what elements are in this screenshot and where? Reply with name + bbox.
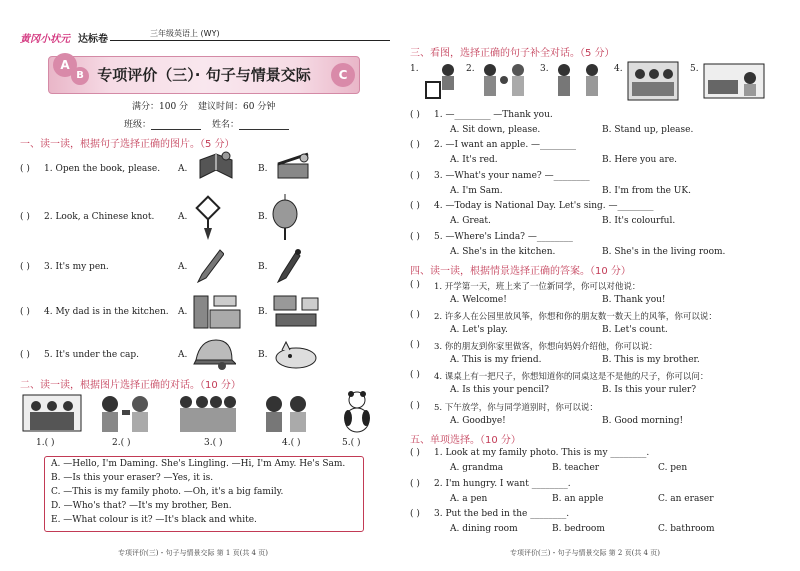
s3-option-a-5: A. She's in the kitchen. (450, 247, 556, 257)
footer-left: 专项评价(三)・句子与情景交际 第 1 页(共 4 页) (118, 549, 268, 557)
s4-question-3: 3. 你的朋友到你家里做客，你想向妈妈介绍他，你可以说： (434, 342, 658, 352)
s3-answer-paren-4[interactable]: ( ) (410, 201, 420, 211)
s2-label-2[interactable]: 2.( ) (112, 438, 131, 448)
name-label: 姓名： (212, 117, 289, 130)
name-picture (552, 62, 604, 100)
answer-paren-3[interactable]: ( ) (20, 262, 30, 272)
s1-option-a-4: A. (178, 307, 188, 317)
s4-option-b-2: B. Let's count. (602, 325, 668, 335)
s4-option-b-5: B. Good morning! (602, 416, 684, 426)
answer-paren-5[interactable]: ( ) (20, 350, 30, 360)
cap-image (192, 336, 236, 372)
s3-question-3: 3. —What's your name? —________ (434, 171, 590, 181)
s3-option-a-2: A. It's red. (450, 155, 498, 165)
s1-question-5: 5. It's under the cap. (44, 350, 140, 360)
apple-picture (478, 62, 530, 100)
s5-question-3: 3. Put the bed in the ________. (434, 509, 570, 519)
answer-paren-1[interactable]: ( ) (20, 164, 30, 174)
s4-answer-paren-2[interactable]: ( ) (410, 310, 420, 320)
open-book-image (196, 150, 236, 184)
s1-option-b-4: B. (258, 307, 268, 317)
s3-pic-num-4: 4. (614, 64, 623, 74)
s5-option-c-1: C. pen (658, 463, 688, 473)
footer-right: 专项评价(三)・句子与情景交际 第 2 页(共 4 页) (510, 549, 660, 557)
dialogue-option-a: A. —Hello, I'm Daming. She's Lingling. —Hi, I'm Amy. He's Sam. (51, 459, 346, 469)
s4-option-a-1: A. Welcome! (450, 295, 507, 305)
s5-option-b-2: B. an apple (552, 494, 604, 504)
s5-answer-paren-2[interactable]: ( ) (410, 479, 420, 489)
pencil-image (194, 246, 224, 286)
kitchen-image (192, 292, 244, 332)
sit-down-picture (422, 62, 462, 100)
s4-answer-paren-1[interactable]: ( ) (410, 280, 420, 290)
s3-answer-paren-2[interactable]: ( ) (410, 140, 420, 150)
living-room-image (272, 292, 324, 332)
cat-under-cap-image (272, 336, 320, 372)
dialogue-options-box (44, 456, 364, 532)
s3-option-a-1: A. Sit down, please. (450, 125, 541, 135)
header-rule (110, 40, 390, 41)
s1-option-b-5: B. (258, 350, 268, 360)
banner-letter-c: C (331, 63, 355, 87)
s4-answer-paren-5[interactable]: ( ) (410, 401, 420, 411)
s3-question-1: 1. —________ —Thank you. (434, 110, 553, 120)
section-4-title: 四、读一读，根据情景选择正确的答案。（10 分） (410, 266, 631, 277)
s2-label-1[interactable]: 1.( ) (36, 438, 55, 448)
dialogue-option-c: C. —This is my family photo. —Oh, it's a big family. (51, 487, 284, 497)
s4-question-5: 5. 下午放学，你与同学道别时，你可以说： (434, 403, 598, 413)
pen-image (272, 246, 302, 286)
s1-option-a-2: A. (178, 212, 188, 222)
s4-option-b-4: B. Is this your ruler? (602, 385, 697, 395)
s3-question-4: 4. —Today is National Day. Let's sing. —________ (434, 201, 654, 211)
s5-option-c-3: C. bathroom (658, 524, 715, 534)
s1-option-a-5: A. (178, 350, 188, 360)
page-title: 专项评价（三）· 句子与情景交际 (97, 66, 311, 84)
s5-option-c-2: C. an eraser (658, 494, 714, 504)
s4-option-a-4: A. Is this your pencil? (450, 385, 549, 395)
brand-suffix: 达标卷 (78, 34, 108, 45)
s3-question-2: 2. —I want an apple. —________ (434, 140, 577, 150)
s3-pic-num-5: 5. (690, 64, 699, 74)
eraser-dialogue-picture (96, 392, 156, 434)
s3-answer-paren-1[interactable]: ( ) (410, 110, 420, 120)
s5-answer-paren-3[interactable]: ( ) (410, 509, 420, 519)
section-1-title: 一、读一读，根据句子选择正确的图片。（5 分） (20, 139, 235, 150)
s5-option-a-3: A. dining room (450, 524, 518, 534)
s2-label-3[interactable]: 3.( ) (204, 438, 223, 448)
s1-question-3: 3. It's my pen. (44, 262, 109, 272)
s1-question-2: 2. Look, a Chinese knot. (44, 212, 155, 222)
s4-answer-paren-3[interactable]: ( ) (410, 340, 420, 350)
lantern-image (270, 194, 300, 242)
title-banner (48, 56, 360, 94)
s3-pic-num-1: 1. (410, 64, 419, 74)
s4-question-4: 4. 课桌上有一把尺子，你想知道你的同桌这是不是他的尺子，你可以问： (434, 372, 709, 382)
closed-book-image (272, 150, 314, 184)
section-5-title: 五、单项选择。（10 分） (410, 435, 521, 446)
s1-option-b-2: B. (258, 212, 268, 222)
answer-paren-2[interactable]: ( ) (20, 212, 30, 222)
s4-answer-paren-4[interactable]: ( ) (410, 370, 420, 380)
s4-question-2: 2. 许多人在公园里放风筝，你想和你的朋友数一数天上的风筝，你可以说： (434, 312, 717, 322)
s3-option-b-2: B. Here you are. (602, 155, 678, 165)
dialogue-option-d: D. —Who's that? —It's my brother, Ben. (51, 501, 232, 511)
s3-pic-num-2: 2. (466, 64, 475, 74)
s5-option-b-3: B. bedroom (552, 524, 605, 534)
s4-option-a-5: A. Goodbye! (450, 416, 506, 426)
s3-pic-num-3: 3. (540, 64, 549, 74)
introductions-picture (176, 392, 240, 434)
living-room-picture (702, 60, 766, 102)
panda-picture (340, 390, 374, 434)
time-label: 建议时间：60 分钟 (198, 102, 276, 112)
s5-question-1: 1. Look at my family photo. This is my ________. (434, 448, 650, 458)
s3-option-b-3: B. I'm from the UK. (602, 186, 691, 196)
brand-logo: 黄冈小状元 (20, 34, 70, 45)
s4-option-a-3: A. This is my friend. (450, 355, 542, 365)
s1-option-a-3: A. (178, 262, 188, 272)
s1-option-b-1: B. (258, 164, 268, 174)
answer-paren-4[interactable]: ( ) (20, 307, 30, 317)
s5-option-a-1: A. grandma (450, 463, 504, 473)
dialogue-option-e: E. —What colour is it? —It's black and white. (51, 515, 257, 525)
s5-option-b-1: B. teacher (552, 463, 600, 473)
s4-question-1: 1. 开学第一天，班上来了一位新同学，你可以对他说： (434, 282, 641, 292)
s3-option-a-3: A. I'm Sam. (450, 186, 503, 196)
s4-option-b-1: B. Thank you! (602, 295, 666, 305)
s4-option-a-2: A. Let's play. (450, 325, 508, 335)
banner-letter-a: A (53, 53, 77, 77)
s2-label-5[interactable]: 5.( ) (342, 438, 361, 448)
dialogue-option-b: B. —Is this your eraser? —Yes, it is. (51, 473, 214, 483)
s3-option-b-1: B. Stand up, please. (602, 125, 694, 135)
grade-label: 三年级英语上 (WY) (150, 29, 220, 38)
s1-option-a-1: A. (178, 164, 188, 174)
s1-question-1: 1. Open the book, please. (44, 164, 161, 174)
s4-option-b-3: B. This is my brother. (602, 355, 700, 365)
section-3-title: 三、看图，选择正确的句子补全对话。（5 分） (410, 48, 615, 59)
s3-answer-paren-5[interactable]: ( ) (410, 232, 420, 242)
family-photo-picture (22, 394, 82, 432)
chinese-knot-image (194, 194, 222, 242)
s2-label-4[interactable]: 4.( ) (282, 438, 301, 448)
class-label: 班级： (124, 117, 201, 130)
s5-option-a-2: A. a pen (450, 494, 488, 504)
who-is-that-picture (256, 392, 316, 434)
s5-answer-paren-1[interactable]: ( ) (410, 448, 420, 458)
section-2-title: 二、读一读，根据图片选择正确的对话。（10 分） (20, 380, 241, 391)
s3-option-b-4: B. It's colourful. (602, 216, 676, 226)
s1-option-b-3: B. (258, 262, 268, 272)
s5-question-2: 2. I'm hungry. I want ________. (434, 479, 571, 489)
national-day-picture (626, 60, 680, 102)
banner-letter-b: B (71, 67, 89, 85)
s3-option-b-5: B. She's in the living room. (602, 247, 726, 257)
right-page (400, 0, 800, 571)
s3-answer-paren-3[interactable]: ( ) (410, 171, 420, 181)
score-label: 满分：100 分 (132, 102, 189, 112)
s3-option-a-4: A. Great. (450, 216, 491, 226)
s1-question-4: 4. My dad is in the kitchen. (44, 307, 169, 317)
s3-question-5: 5. —Where's Linda? —________ (434, 232, 573, 242)
